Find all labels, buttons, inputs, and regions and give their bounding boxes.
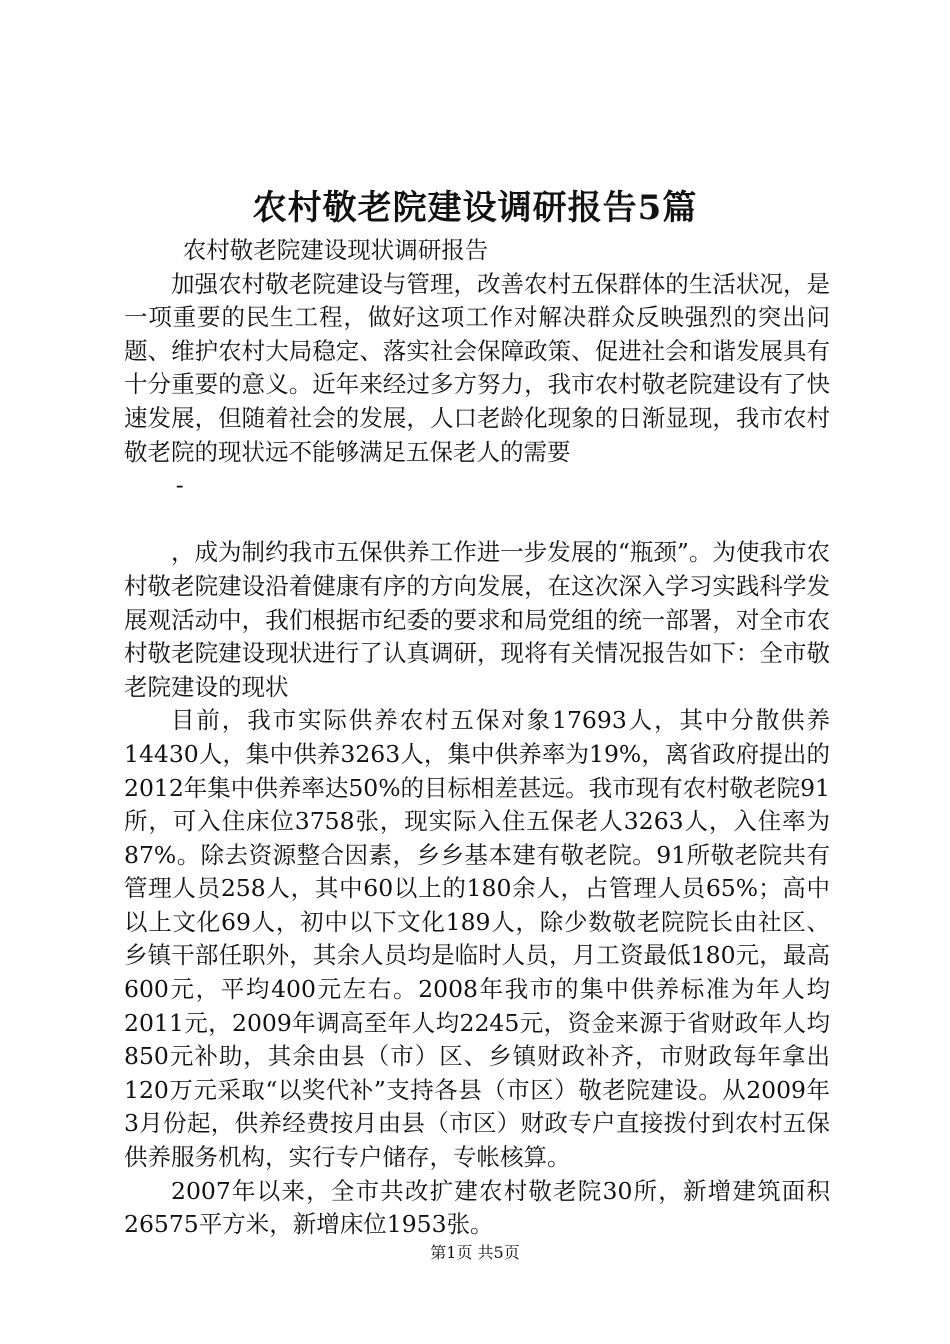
document-body (124, 234, 830, 1242)
paragraph-bottleneck: ，成为制约我市五保供养工作进一步发展的“瓶颈”。为使我市农村敬老院建设沿着健康有序的方向发展，在这次深入学习实践科学发展观活动中，我们根据市纪委的要求和局党组的统一部署，对全市农村敬老院建设现状进行了认真调研，现将有关情况报告如下：全市敬老院建设的现状 (124, 538, 830, 701)
paragraph-dash: - (175, 471, 184, 500)
document-title: 农村敬老院建设调研报告5篇 (252, 188, 698, 228)
blank-line (124, 503, 830, 537)
paragraph-expansion: 2007年以来，全市共改扩建农村敬老院30所，新增建筑面积26575平方米，新增床位1953张。 (124, 1176, 830, 1239)
report-subtitle: 农村敬老院建设现状调研报告 (182, 236, 489, 264)
paragraph-intro: 加强农村敬老院建设与管理，改善农村五保群体的生活状况，是一项重要的民生工程，做好这项工作对解决群众反映强烈的突出问题、维护农村大局稳定、落实社会保障政策、促进社会和谐发展具有十分重要的意义。近年来经过多方努力，我市农村敬老院建设有了快速发展，但随着社会的发展，人口老龄化现象的日渐显现，我市农村敬老院的现状远不能够满足五保老人的需要 (124, 269, 830, 466)
page-footer: 第1页 共5页 (430, 1243, 520, 1262)
paragraph-current-status: 目前，我市实际供养农村五保对象17693人，其中分散供养14430人，集中供养3263人，集中供养率为19%，离省政府提出的2012年集中供养率达50%的目标相差甚远。我市现有农村敬老院91所，可入住床位3758张，现实际入住五保老人3263人，入住率为87%。除去资源整合因素，乡乡基本建有敬老院。91所敬老院共有管理人员258人，其中60以上的180余人，占管理人员65%；高中以上文化69人，初中以下文化189人，除少数敬老院院长由社区、乡镇干部任职外，其余人员均是临时人员，月工资最低180元，最高600元，平均400元左右。2008年我市的集中供养标准为年人均2011元，2009年调高至年人均2245元，资金来源于省财政年人均850元补助，其余由县（市）区、乡镇财政补齐，市财政每年拿出120万元采取“以奖代补”支持各县（市区）敬老院建设。从2009年3月份起，供养经费按月由县（市区）财政专户直接拨付到农村五保供养服务机构，实行专户储存，专帐核算。 (124, 706, 830, 1172)
